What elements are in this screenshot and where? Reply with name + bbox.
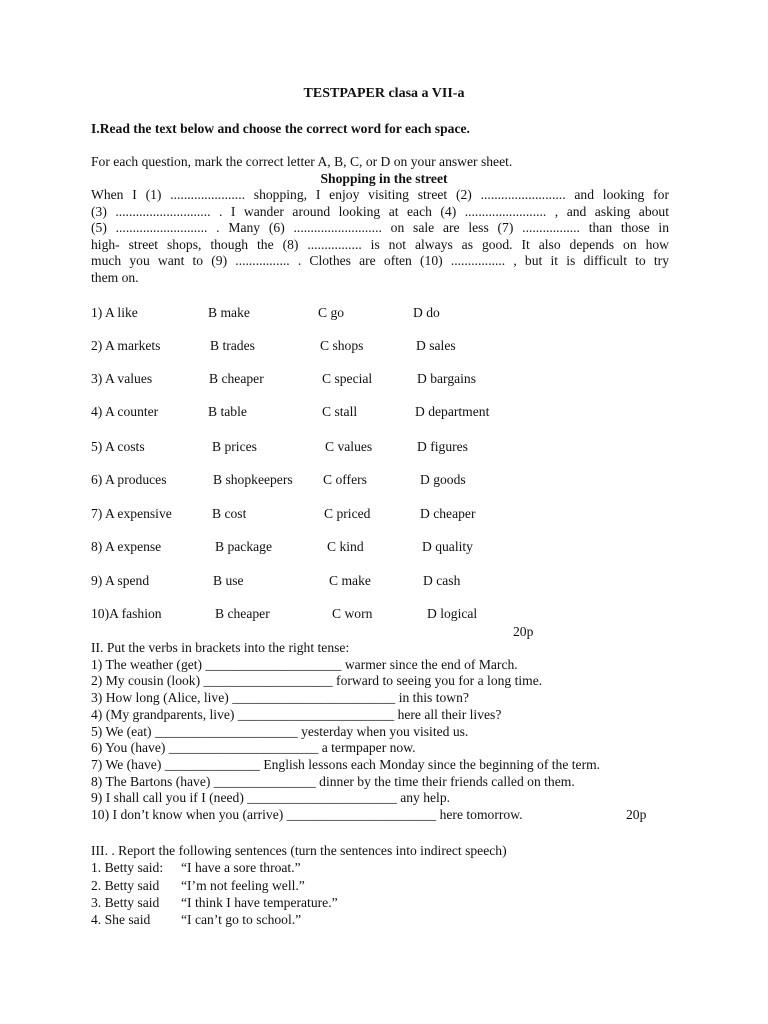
tense-item: 3) How long (Alice, live) ________________________ in this town?	[91, 690, 469, 706]
tense-item: 8) The Bartons (have) _______________ dinner by the time their friends called on them.	[91, 773, 575, 789]
passage-line: high- street shops, though the (8) ................ is not always as good. It also depends on how	[91, 236, 669, 252]
option-a: 4) A counter	[91, 404, 159, 419]
option-b: B package	[215, 539, 272, 554]
option-d: D cheaper	[420, 506, 476, 521]
passage-line: When I (1) ...................... shopping, I enjoy visiting street (2) ......................... and looking for	[91, 187, 669, 202]
option-a: 9) A spend	[91, 573, 150, 588]
option-b: B shopkeepers	[213, 472, 293, 487]
option-d: D quality	[422, 539, 473, 554]
section1-instruction: For each question, mark the correct letter A, B, C, or D on your answer sheet.	[91, 154, 513, 169]
option-b: B use	[213, 573, 244, 588]
passage-line: (3) ............................ . I wander around looking at each (4) ........................ , and asking about	[91, 203, 669, 219]
report-speaker: 4. She said	[91, 912, 151, 928]
report-speaker: 2. Betty said	[91, 877, 160, 893]
option-c: C special	[322, 371, 373, 386]
option-b: B make	[208, 305, 250, 320]
option-c: C worn	[332, 606, 373, 621]
report-speaker: 3. Betty said	[91, 894, 160, 910]
option-a: 8) A expense	[91, 539, 162, 554]
report-item	[91, 894, 507, 911]
section2-heading: II. Put the verbs in brackets into the right tense:	[91, 640, 350, 655]
option-c: C make	[329, 573, 371, 588]
option-c: C stall	[322, 404, 358, 419]
reading-passage	[91, 187, 669, 286]
option-c: C values	[325, 439, 373, 454]
passage-line: much you want to (9) ................ . Clothes are often (10) ................ , but it is difficult to try	[91, 253, 669, 268]
option-c: C shops	[320, 338, 364, 353]
option-b: B trades	[210, 338, 255, 353]
option-d: D bargains	[417, 371, 477, 386]
option-d: D logical	[427, 606, 478, 621]
tense-item: 10) I don’t know when you (arrive) ______________________ here tomorrow.	[91, 807, 523, 823]
option-b: B cheaper	[215, 606, 270, 621]
report-item	[91, 877, 507, 894]
section1-heading: I.Read the text below and choose the correct word for each space.	[91, 121, 470, 136]
option-c: C offers	[323, 472, 367, 487]
page-title: TESTPAPER clasa a VII-a	[303, 86, 465, 101]
tense-item: 9) I shall call you if I (need) ______________________ any help.	[91, 790, 451, 806]
option-a: 3) A values	[91, 371, 153, 386]
option-a: 1) A like	[91, 305, 138, 320]
report-speaker: 1. Betty said:	[91, 860, 164, 876]
tense-item: 6) You (have) ______________________ a termpaper now.	[91, 740, 416, 756]
story-title: Shopping in the street	[320, 171, 448, 186]
report-item	[91, 859, 507, 876]
option-d: D department	[415, 404, 490, 419]
section3-heading: III. . Report the following sentences (turn the sentences into indirect speech)	[91, 843, 507, 858]
tense-item: 5) We (eat) _____________________ yesterday when you visited us.	[91, 723, 469, 739]
tense-item: 2) My cousin (look) ___________________ forward to seeing you for a long time.	[91, 673, 543, 689]
tense-item: 1) The weather (get) ____________________ warmer since the end of March.	[91, 656, 518, 672]
option-a: 6) A produces	[91, 472, 167, 487]
report-item	[91, 911, 507, 928]
section1-score: 20p	[513, 624, 534, 639]
report-quote: “I’m not feeling well.”	[181, 877, 305, 893]
tense-item: 7) We (have) ______________ English lessons each Monday since the beginning of the term.	[91, 756, 601, 772]
report-quote: “I think I have temperature.”	[181, 894, 338, 910]
option-b: B prices	[212, 439, 257, 454]
passage-line: (5) ........................... . Many (6) .......................... on sale are less (7) ................. than those in	[91, 220, 669, 235]
option-d: D cash	[423, 573, 461, 588]
option-c: C priced	[324, 506, 371, 521]
option-c: C kind	[327, 539, 364, 554]
option-d: D sales	[416, 338, 456, 353]
section2	[91, 640, 600, 824]
passage-line: them on.	[91, 269, 139, 285]
tense-item: 4) (My grandparents, live) _______________________ here all their lives?	[91, 706, 502, 722]
option-b: B cost	[212, 506, 247, 521]
option-b: B table	[208, 404, 247, 419]
section3	[91, 842, 507, 928]
section2-score: 20p	[626, 807, 647, 822]
option-d: D do	[413, 305, 440, 320]
report-quote: “I can’t go to school.”	[181, 912, 302, 928]
option-c: C go	[318, 305, 345, 320]
option-d: D figures	[417, 439, 468, 454]
option-a: 7) A expensive	[91, 506, 172, 521]
option-d: D goods	[420, 472, 466, 487]
option-b: B cheaper	[209, 371, 264, 386]
report-quote: “I have a sore throat.”	[181, 860, 301, 876]
option-a: 10)A fashion	[91, 606, 162, 621]
option-a: 2) A markets	[91, 338, 161, 353]
option-a: 5) A costs	[91, 439, 145, 454]
